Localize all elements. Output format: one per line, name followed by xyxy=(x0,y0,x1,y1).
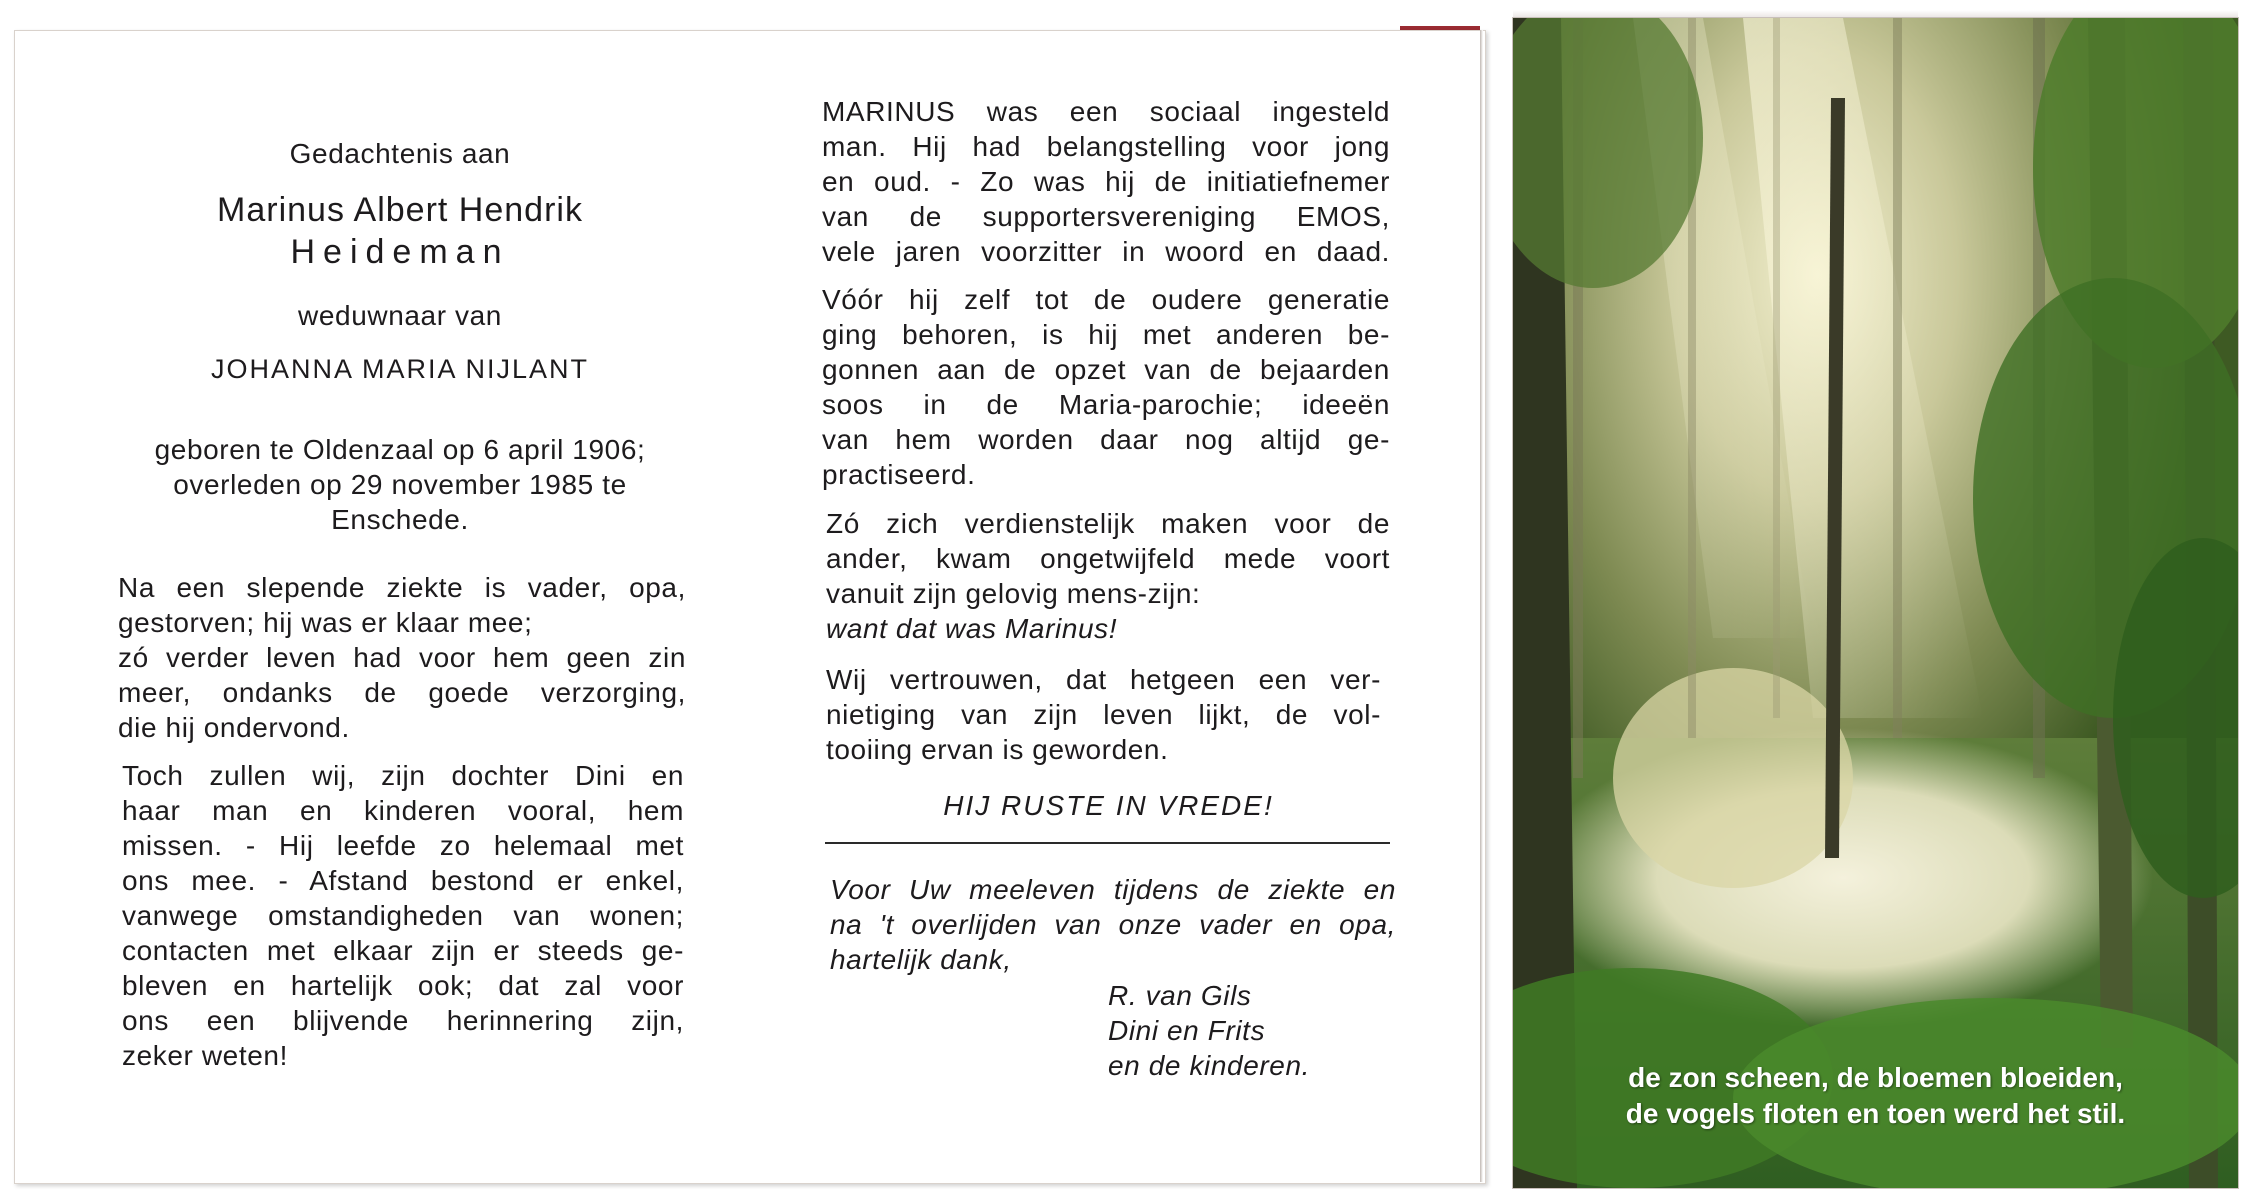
text-line: practiseerd. xyxy=(822,459,976,490)
paragraph-family xyxy=(122,758,684,1073)
photo-card-edge xyxy=(1513,10,2238,18)
text-line: vanwege omstandigheden van wonen; xyxy=(122,900,684,931)
text-line: contacten met elkaar zijn er steeds ge- xyxy=(122,935,684,966)
text-line: man. Hij had belangstelling voor jong xyxy=(822,131,1390,162)
text-line: missen. - Hij leefde zo helemaal met xyxy=(122,830,684,861)
text-line: en oud. - Zo was hij de initiatiefnemer xyxy=(822,166,1390,197)
closing-rest-in-peace: HIJ RUSTE IN VREDE! xyxy=(943,790,1274,821)
signatures xyxy=(1108,978,1408,1083)
section-divider xyxy=(825,842,1390,844)
text-line: nietiging van zijn leven lijkt, de vol- xyxy=(826,699,1381,730)
text-line: meer, ondanks de goede verzorging, xyxy=(118,677,686,708)
text-line: Vóór hij zelf tot de oudere generatie xyxy=(822,284,1390,315)
text-line: ons mee. - Afstand bestond er enkel, xyxy=(122,865,684,896)
text-line-italic: want dat was Marinus! xyxy=(826,613,1118,644)
text-line: gestorven; hij was er klaar mee; xyxy=(118,607,533,638)
text-line: zeker weten! xyxy=(122,1040,288,1071)
forest-scene-image xyxy=(1513,18,2238,1188)
text-line: soos in de Maria-parochie; ideeën xyxy=(822,389,1390,420)
deceased-surname: Heideman xyxy=(290,233,510,271)
life-dates xyxy=(110,432,690,537)
paragraph-social xyxy=(822,94,1390,269)
photo-caption-line2: de vogels floten en toen werd het stil. xyxy=(1625,1098,2126,1129)
paragraph-trust xyxy=(826,662,1381,767)
text-line: na 't overlijden van onze vader en opa, xyxy=(830,909,1396,940)
text-line: van de supportersvereniging EMOS, xyxy=(822,201,1390,232)
text-line: die hij ondervond. xyxy=(118,712,350,743)
text-line: Voor Uw meeleven tijdens de ziekte en xyxy=(830,874,1396,905)
card-fold xyxy=(1480,30,1483,1182)
spouse-name: JOHANNA MARIA NIJLANT xyxy=(210,354,590,384)
text-line: ander, kwam ongetwijfeld mede voort xyxy=(826,543,1390,574)
paragraph-elderly xyxy=(822,282,1390,492)
text-line: tooiing ervan is geworden. xyxy=(826,734,1169,765)
life-dates-line: geboren te Oldenzaal op 6 april 1906; xyxy=(154,434,646,465)
text-line: ons een blijvende herinnering zijn, xyxy=(122,1005,684,1036)
text-line: Zó zich verdienstelijk maken voor de xyxy=(826,508,1390,539)
text-line: zó verder leven had voor hem geen zin xyxy=(118,642,686,673)
photo-caption-line1: de zon scheen, de bloemen bloeiden, xyxy=(1628,1062,2123,1093)
paragraph-illness xyxy=(118,570,686,745)
text-line: Toch zullen wij, zijn dochter Dini en xyxy=(122,760,684,791)
text-line: ging behoren, is hij met anderen be- xyxy=(822,319,1390,350)
text-line: bleven en hartelijk ook; dat zal voor xyxy=(122,970,684,1001)
signature-line: R. van Gils xyxy=(1108,980,1252,1011)
text-line: vele jaren voorzitter in woord en daad. xyxy=(822,236,1390,267)
text-line: hartelijk dank, xyxy=(830,944,1012,975)
text-line: vanuit zijn gelovig mens-zijn: xyxy=(826,578,1201,609)
life-dates-line: Enschede. xyxy=(331,504,469,535)
heading: Gedachtenis aan xyxy=(289,138,511,169)
text-line: haar man en kinderen vooral, hem xyxy=(122,795,684,826)
signature-line: Dini en Frits xyxy=(1108,1015,1266,1046)
text-line: van hem worden daar nog altijd ge- xyxy=(822,424,1390,455)
deceased-name-line1: Marinus Albert Hendrik xyxy=(217,191,583,229)
life-dates-line: overleden op 29 november 1985 te xyxy=(173,469,627,500)
thanks-text xyxy=(830,872,1396,977)
text-line: MARINUS was een sociaal ingesteld xyxy=(822,96,1390,127)
relation-text: weduwnaar van xyxy=(298,300,502,331)
signature-line: en de kinderen. xyxy=(1108,1050,1311,1081)
text-line: Wij vertrouwen, dat hetgeen een ver- xyxy=(826,664,1381,695)
forest-photo xyxy=(1513,18,2238,1188)
text-line: Na een slepende ziekte is vader, opa, xyxy=(118,572,686,603)
text-line: gonnen aan de opzet van de bejaarden xyxy=(822,354,1390,385)
paragraph-merit xyxy=(826,506,1390,646)
